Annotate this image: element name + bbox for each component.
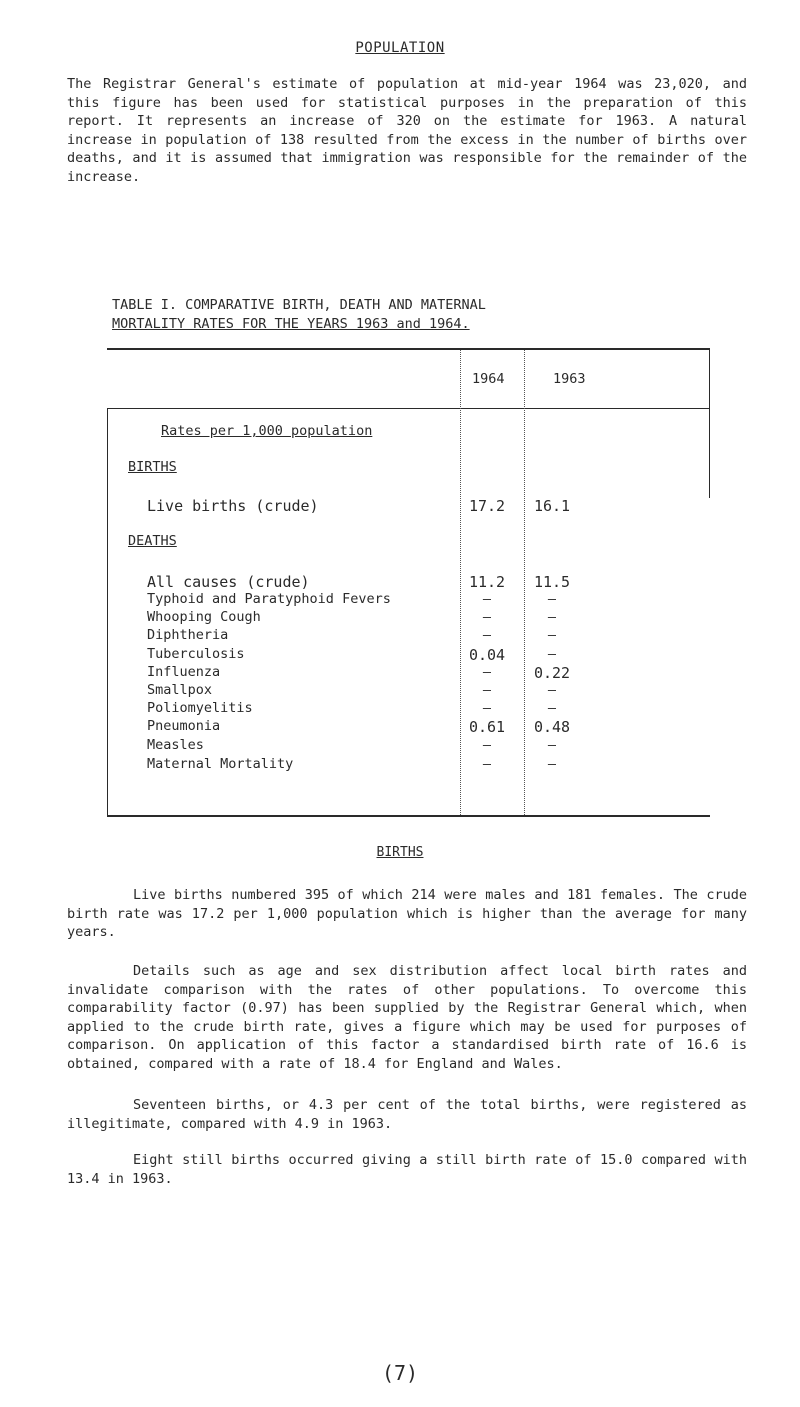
page-number: (7) [381, 1361, 419, 1385]
table-top-rule [107, 348, 710, 350]
births-paragraph-1: Live births numbered 395 of which 214 were males and 181 females. The crude birth rate was 17.2 per 1,000 population which is higher than the average for many years. [67, 887, 747, 940]
table-row-label: Pneumonia [147, 718, 221, 734]
table-cell-1964: – [482, 609, 492, 625]
deaths-subheading: DEATHS [128, 533, 177, 549]
table-row-label: Diphtheria [147, 627, 229, 643]
table-cell-1964: – [482, 664, 492, 680]
table-right-border [709, 348, 710, 498]
table-cell-1964: – [482, 756, 492, 772]
table-cell-1964: 17.2 [468, 497, 506, 515]
table-row-label: Influenza [147, 664, 221, 680]
page-title: POPULATION [355, 40, 445, 56]
table-cell-1964: 0.61 [468, 718, 506, 736]
table-caption [112, 296, 712, 333]
table-left-border [107, 408, 108, 816]
table-cell-1964: – [482, 737, 492, 753]
table-caption-line2: MORTALITY RATES FOR THE YEARS 1963 and 1964. [112, 315, 470, 332]
table-cell-1963: – [547, 756, 557, 772]
table-cell-1963: – [547, 627, 557, 643]
table-row-label: Maternal Mortality [147, 756, 294, 772]
table-cell-1963: – [547, 609, 557, 625]
table-cell-1964: 0.04 [468, 646, 506, 664]
births-heading: BIRTHS [376, 845, 424, 860]
table-cell-1963: 11.5 [533, 573, 571, 591]
table-cell-1963: 16.1 [533, 497, 571, 515]
column-header-1963: 1963 [553, 371, 586, 387]
table-cell-1964: – [482, 627, 492, 643]
table-cell-1963: – [547, 737, 557, 753]
table-cell-1963: – [547, 591, 557, 607]
table-cell-1963: – [547, 682, 557, 698]
table-row-label: Measles [147, 737, 204, 753]
table-cell-1963: – [547, 700, 557, 716]
rates-label: Rates per 1,000 population [161, 423, 373, 439]
table-cell-1964: – [482, 591, 492, 607]
births-paragraph-2: Details such as age and sex distribution affect local birth rates and invalidate comparison with the rates of other populations. To overcome this comparability factor (0.97) has been supplied by the Registrar General which, when applied to the crude birth rate, gives a figure which may be used for purposes of comparison. On application of this factor a standardised birth rate of 16.6 is obtained, compared with a rate of 18.4 for England and Wales. [67, 963, 747, 1072]
table-row-label: All causes (crude) [147, 573, 310, 591]
table-header-rule [107, 408, 710, 409]
table-row-label: Poliomyelitis [147, 700, 253, 716]
births-paragraph-3: Seventeen births, or 4.3 per cent of the total births, were registered as illegitimate, compared with 4.9 in 1963. [67, 1097, 747, 1132]
table-cell-1964: – [482, 700, 492, 716]
table-cell-1964: 11.2 [468, 573, 506, 591]
table-cell-1963: 0.48 [533, 718, 571, 736]
births-paragraph-4: Eight still births occurred giving a still birth rate of 15.0 compared with 13.4 in 1963. [67, 1152, 747, 1187]
table-row-label: Tuberculosis [147, 646, 245, 662]
table-cell-1964: – [482, 682, 492, 698]
table-cell-1963: 0.22 [533, 664, 571, 682]
intro-paragraph: The Registrar General's estimate of population at mid-year 1964 was 23,020, and this figure has been used for statistical purposes in the preparation of this report. It represents an increase of 320 on the estimate for 1963. A natural increase in population of 138 resulted from the excess in the number of births over deaths, and it is assumed that immigration was responsible for the remainder of the increase. [67, 76, 747, 185]
table-row-label: Smallpox [147, 682, 213, 698]
table-row-label: Live births (crude) [147, 497, 319, 515]
table-bottom-rule [107, 815, 710, 817]
table-row-label: Whooping Cough [147, 609, 261, 625]
mortality-table [107, 348, 710, 818]
table-row-label: Typhoid and Paratyphoid Fevers [147, 591, 391, 607]
table-caption-line1: TABLE I. COMPARATIVE BIRTH, DEATH AND MATERNAL [112, 297, 486, 313]
table-cell-1963: – [547, 646, 557, 662]
column-header-1964: 1964 [472, 371, 505, 387]
births-subheading: BIRTHS [128, 459, 177, 475]
